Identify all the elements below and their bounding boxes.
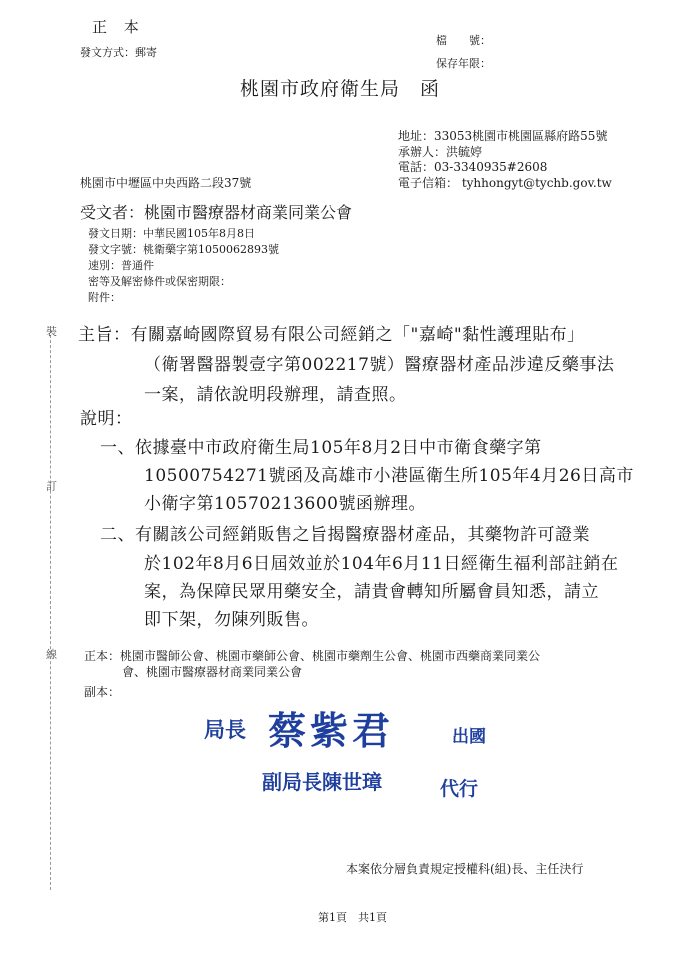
explanation-item-1-line-2: 10500754271號函及高雄市小港區衛生所105年4月26日高市	[144, 466, 634, 486]
original-copy-label: 正 本	[92, 18, 145, 36]
margin-mark-line: 線	[46, 648, 57, 661]
deputy-director-stamp: 副局長陳世璋	[262, 770, 382, 794]
addressee: 受文者：桃園市醫療器材商業同業公會	[80, 203, 353, 222]
abroad-stamp: 出國	[452, 727, 486, 747]
explanation-item-2-line-4: 即下架，勿陳列販售。	[144, 610, 319, 630]
subject-line-2: （衛署醫器製壹字第002217號）醫療器材產品涉違反藥事法	[144, 355, 615, 375]
phone-number: 電話：03-3340935#2608	[398, 160, 548, 174]
classification: 密等及解密條件或保密期限：	[88, 275, 231, 288]
issue-date: 發文日期：中華民國105年8月8日	[88, 227, 255, 240]
page-number: 第1頁 共1頁	[318, 911, 387, 924]
copy-distribution: 副本：	[84, 685, 121, 699]
margin-mark-staple: 訂	[46, 480, 57, 493]
officer-in-charge: 承辦人：洪毓婷	[398, 145, 483, 159]
director-name-stamp: 蔡紫君	[268, 709, 395, 753]
explanation-item-1-line-1: 一、依據臺中市政府衛生局105年8月2日中市衛食藥字第	[100, 438, 542, 458]
original-distribution-line-1: 正本：桃園市醫師公會、桃園市藥師公會、桃園市藥劑生公會、桃園市西藥商業同業公	[84, 649, 541, 663]
attachment: 附件：	[88, 291, 121, 304]
recipient-address: 桃園市中壢區中央西路二段37號	[80, 176, 252, 190]
margin-mark-bind: 裝	[46, 325, 57, 338]
explanation-heading: 說明：	[80, 409, 133, 429]
authorization-note: 本案依分層負責規定授權科(組)長、主任決行	[346, 862, 584, 876]
director-title-stamp: 局長	[204, 718, 246, 742]
document-number: 發文字號：桃衛藥字第1050062893號	[88, 243, 279, 256]
retention-period-label: 保存年限：	[436, 57, 491, 70]
send-method: 發文方式：郵寄	[80, 46, 157, 59]
document-title: 桃園市政府衛生局 函	[240, 78, 441, 100]
subject-line-3: 一案，請依說明段辦理，請查照。	[144, 385, 407, 405]
explanation-item-1-line-3: 小衛字第10570213600號函辦理。	[144, 494, 426, 514]
original-distribution-line-2: 會、桃園市醫療器材商業同業公會	[122, 665, 303, 679]
acting-stamp: 代行	[440, 778, 479, 800]
binding-line	[50, 330, 51, 890]
email-address: 電子信箱： tyhhongyt@tychb.gov.tw	[398, 176, 612, 190]
explanation-item-2-line-3: 案，為保障民眾用藥安全，請貴會轉知所屬會員知悉，請立	[144, 582, 599, 602]
explanation-item-2-line-1: 二、有關該公司經銷販售之旨揭醫療器材產品，其藥物許可證業	[100, 525, 590, 545]
sender-address: 地址：33053桃園市桃園區縣府路55號	[398, 129, 608, 143]
explanation-item-2-line-2: 於102年8月6日屆效並於104年6月11日經衛生福利部註銷在	[144, 554, 619, 574]
file-number-label: 檔 號：	[436, 34, 491, 47]
subject-line-1: 主旨：有關嘉崎國際貿易有限公司經銷之「"嘉崎"黏性護理貼布」	[78, 325, 585, 345]
delivery-speed: 速別：普通件	[88, 259, 154, 272]
